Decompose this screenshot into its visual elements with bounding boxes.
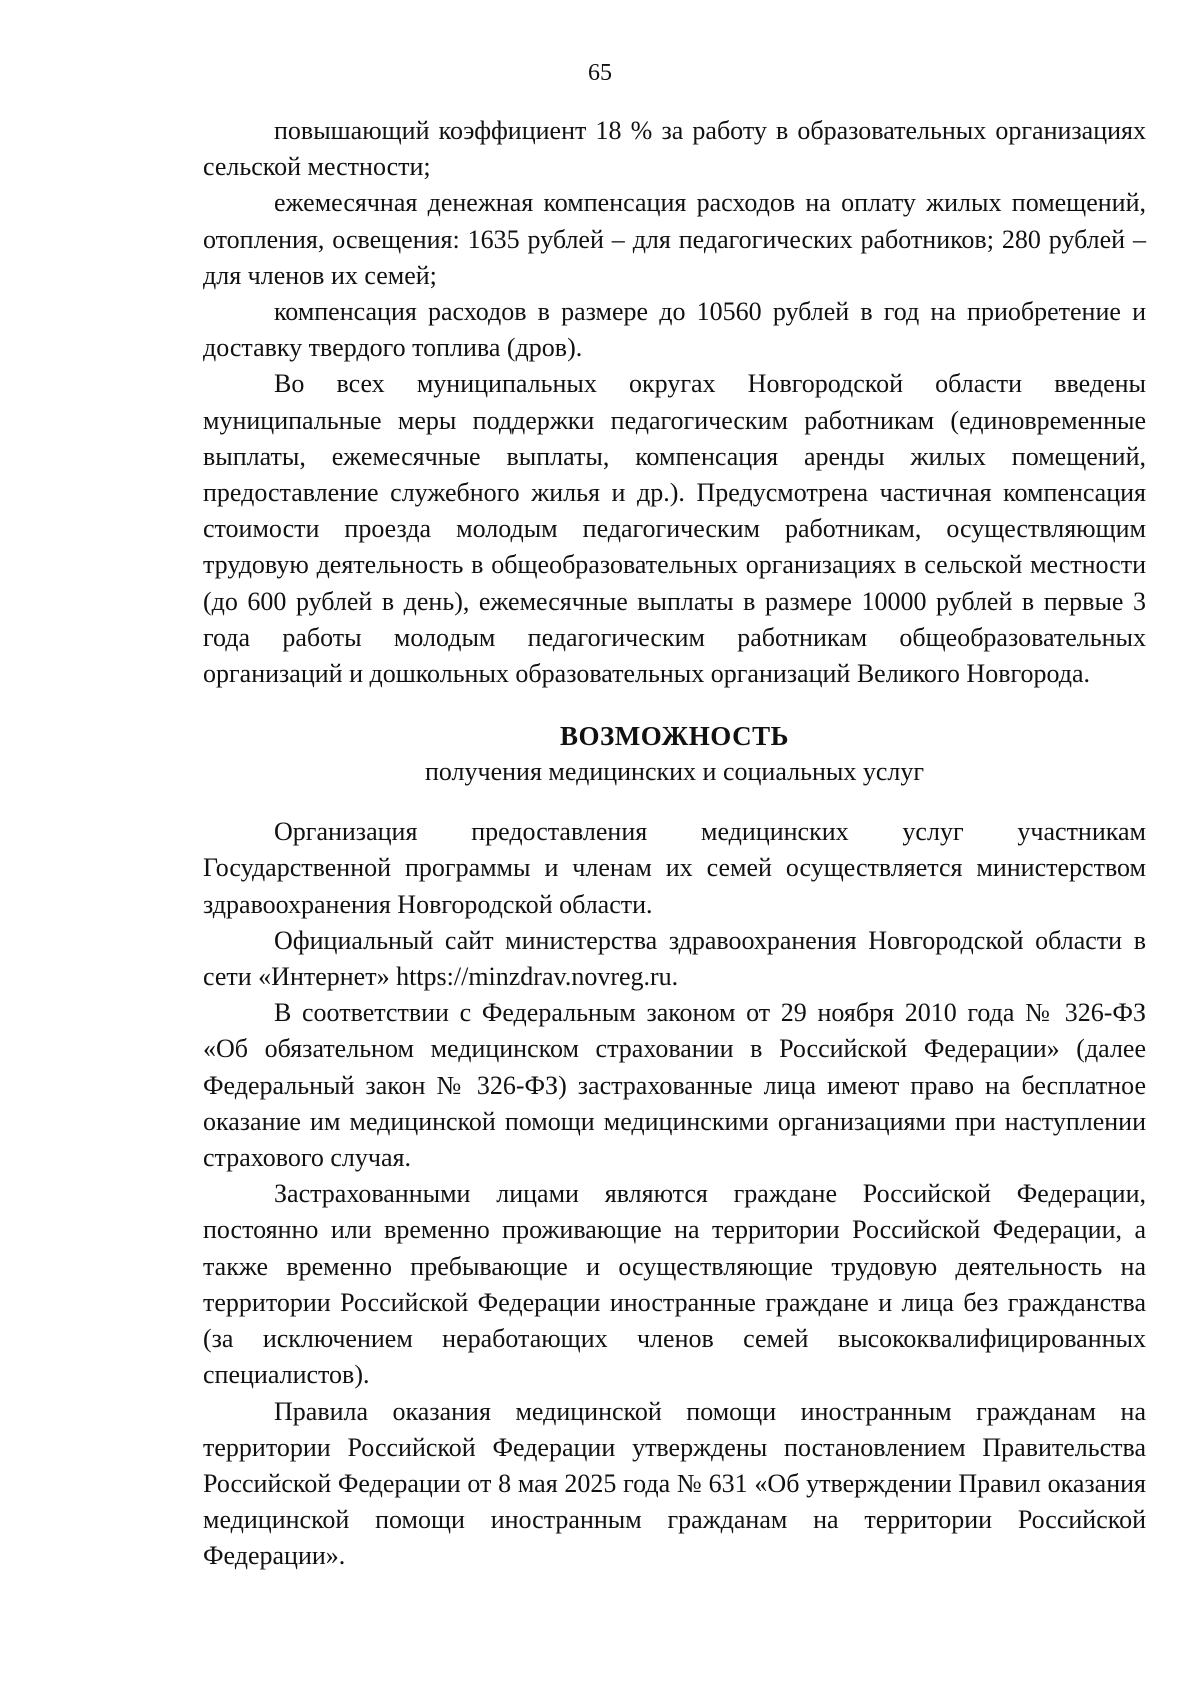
- paragraph: повышающий коэффициент 18 % за работу в образовательных организациях сельской местности;: [203, 116, 1146, 182]
- section-teacher-support: [203, 113, 1146, 692]
- document-body: [203, 113, 1146, 1575]
- paragraph: Во всех муниципальных округах Новгородской области введены муниципальные меры поддержки педагогическим работникам (единовременные выплаты, ежемесячные выплаты, компенсация аренды жилых помещений, предоставление служебного жилья и др.). Предусмотрена частичная компенсация стоимости проезда молодым педагогическим работникам, осуществляющим трудовую деятельность в общеобразовательных организациях в сельской местности (до 600 рублей в день), ежемесячные выплаты в размере 10000 рублей в первые 3 года работы молодым педагогическим работникам общеобразовательных организаций и дошкольных образовательных организаций Великого Новгорода.: [203, 369, 1146, 689]
- paragraph: ежемесячная денежная компенсация расходов на оплату жилых помещений, отопления, освещения: 1635 рублей – для педагогических работников; 280 рублей – для членов их семей;: [203, 188, 1146, 290]
- page-number: 65: [588, 60, 612, 86]
- paragraph: Застрахованными лицами являются граждане Российской Федерации, постоянно или временно проживающие на территории Российской Федерации, а также временно пребывающие и осуществляющие трудовую деятельность на территории Российской Федерации иностранные граждане и лица без гражданства (за исключением неработающих членов семей высококвалифицированных специалистов).: [203, 1179, 1146, 1390]
- paragraph: В соответствии с Федеральным законом от 29 ноября 2010 года № 326-ФЗ «Об обязательном медицинском страховании в Российской Федерации» (далее Федеральный закон № 326-ФЗ) застрахованные лица имеют право на бесплатное оказание им медицинской помощи медицинскими организациями при наступлении страхового случая.: [203, 998, 1146, 1173]
- paragraph: Организация предоставления медицинских услуг участникам Государственной программы и членам их семей осуществляется министерством здравоохранения Новгородской области.: [203, 817, 1146, 919]
- paragraph: Официальный сайт министерства здравоохранения Новгородской области в сети «Интернет» https://minzdrav.novreg.ru.: [203, 925, 1146, 992]
- section-medical-services: [203, 814, 1146, 1574]
- paragraph: компенсация расходов в размере до 10560 рублей в год на приобретение и доставку твердого топлива (дров).: [203, 297, 1146, 363]
- section-heading-block: [203, 718, 1146, 790]
- section-heading: ВОЗМОЖНОСТЬ: [560, 721, 789, 752]
- section-subheading: получения медицинских и социальных услуг: [424, 757, 924, 787]
- paragraph: Правила оказания медицинской помощи иностранным гражданам на территории Российской Федерации утверждены постановлением Правительства Российской Федерации от 8 мая 2025 года № 631 «Об утверждении Правил оказания медицинской помощи иностранным гражданам на территории Российской Федерации».: [203, 1396, 1146, 1571]
